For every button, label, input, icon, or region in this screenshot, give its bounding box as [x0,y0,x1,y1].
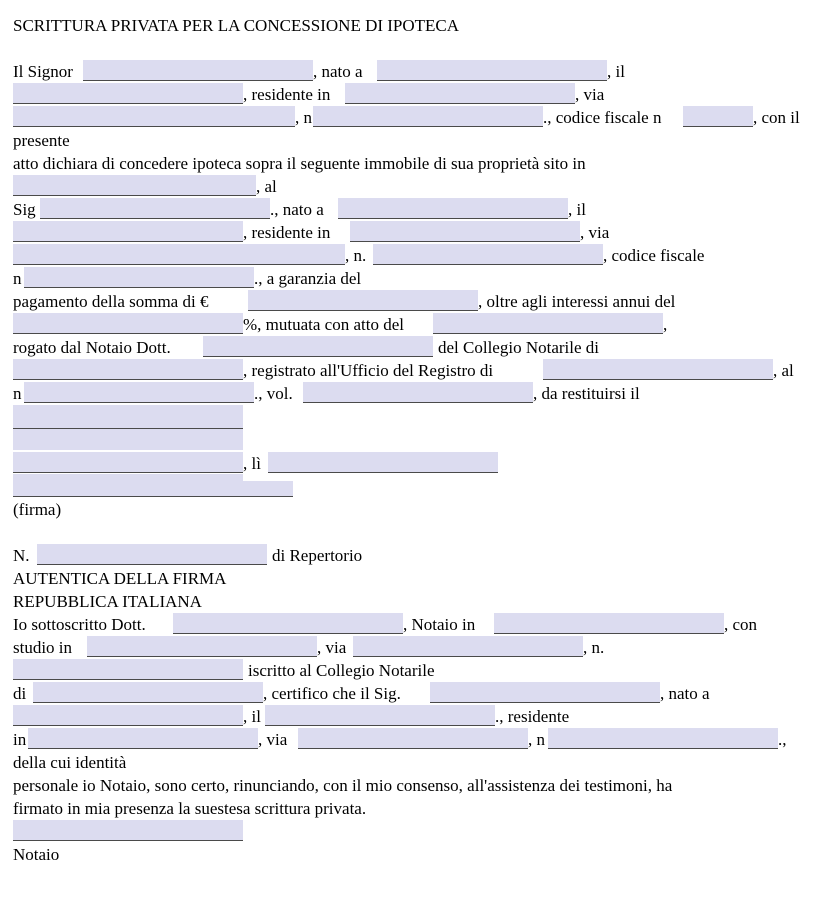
label-il-signor: Il Signor [13,62,73,81]
label-personale: personale io Notaio, sono certo, rinunciando, con il mio consenso, all'assistenza dei testimoni, ha [13,776,673,795]
label-registrato: , registrato all'Ufficio del Registro di [243,361,494,380]
label-comma-end-auth: ., [778,730,787,749]
label-notaio: Notaio [13,845,60,864]
field-repayment-date-extension [13,429,243,450]
label-al-2: , al [773,361,794,380]
label-via: , via [575,85,605,104]
label-in: in [13,730,27,749]
field-creditor-street-number[interactable] [373,244,603,265]
field-deed-date[interactable] [433,313,663,334]
label-sig: Sig [13,200,36,219]
field-place[interactable] [13,452,243,473]
label-n-dot-auth: , n. [583,638,605,657]
label-n: , n [295,108,312,127]
label-il-2: , il [568,200,586,219]
field-birth-date[interactable] [13,83,243,104]
field-studio-city[interactable] [87,636,317,657]
field-signer-birthplace[interactable] [13,705,243,726]
label-di: di [13,684,27,703]
label-n-auth: , n [528,730,545,749]
field-auth-notary-city[interactable] [494,613,724,634]
label-residente-auth: ., residente [495,707,570,726]
field-creditor-tax-code[interactable] [24,267,254,288]
document-title: SCRITTURA PRIVATA PER LA CONCESSIONE DI IPOTECA [13,16,460,35]
field-repayment-date[interactable] [13,405,243,429]
label-firma: (firma) [13,500,62,519]
label-certifico: , certifico che il Sig. [263,684,401,703]
label-n-dot: N. [13,546,30,565]
label-nato-a-auth: , nato a [660,684,710,703]
field-signer-street[interactable] [298,728,528,749]
field-signer-residence[interactable] [28,728,258,749]
field-auth-notary-name[interactable] [173,613,403,634]
field-repertorio-number[interactable] [37,544,267,565]
field-creditor-residence[interactable] [350,221,580,242]
label-studio-in: studio in [13,638,73,657]
field-signor-name[interactable] [83,60,313,81]
label-residente-in-2: , residente in [243,223,331,242]
label-oltre-interessi: , oltre agli interessi annui del [478,292,676,311]
label-residente-in: , residente in [243,85,331,104]
label-a-garanzia: ., a garanzia del [254,269,362,288]
label-li: , lì [243,454,261,473]
field-creditor-name[interactable] [40,198,270,219]
label-codice-fiscale-n: ., codice fiscale n [543,108,662,127]
label-al: , al [256,177,277,196]
label-iscritto: iscritto al Collegio Notarile [248,661,435,680]
label-nato-a-2: ., nato a [270,200,324,219]
label-rogato: rogato dal Notaio Dott. [13,338,171,357]
field-property-location[interactable] [13,175,256,196]
label-via-2: , via [580,223,610,242]
field-creditor-birthplace[interactable] [338,198,568,219]
field-street-number[interactable] [313,106,543,127]
label-notaio-in: , Notaio in [403,615,476,634]
label-della-cui: della cui identità [13,753,127,772]
label-pagamento: pagamento della somma di € [13,292,209,311]
label-comma: , [663,315,668,334]
label-mutuata: %, mutuata con atto del [243,315,404,334]
field-notary-name[interactable] [203,336,433,357]
label-con: , con [724,615,758,634]
field-registration-number[interactable] [24,382,254,403]
label-firmato: firmato in mia presenza la suestesa scrittura privata. [13,799,367,818]
field-volume[interactable] [303,382,533,403]
label-di-repertorio: di Repertorio [272,546,363,565]
field-registry-office[interactable] [543,359,773,380]
field-amount[interactable] [248,290,478,311]
field-residence-city[interactable] [345,83,575,104]
field-date[interactable] [268,452,498,473]
label-n-prefix: n [13,269,22,288]
field-signer-name[interactable] [430,682,660,703]
field-creditor-birth-date[interactable] [13,221,243,242]
field-birthplace[interactable] [377,60,607,81]
label-da-restituirsi: , da restituirsi il [533,384,640,403]
label-io-sottoscritto: Io sottoscritto Dott. [13,615,146,634]
label-via-auth: , via [317,638,347,657]
field-signer-birth-date[interactable] [265,705,495,726]
label-il: , il [607,62,625,81]
label-del-collegio: del Collegio Notarile di [438,338,599,357]
label-nato-a: , nato a [313,62,363,81]
field-tax-code[interactable] [683,106,753,127]
field-street[interactable] [13,106,295,127]
field-studio-number[interactable] [13,659,243,680]
field-notary-signature[interactable] [13,820,243,841]
label-il-auth: , il [243,707,261,726]
field-notary-college[interactable] [13,359,243,380]
label-presente: presente [13,131,70,150]
heading-autentica: AUTENTICA DELLA FIRMA [13,569,227,588]
label-con-il: , con il [753,108,800,127]
field-creditor-street[interactable] [13,244,345,265]
label-vol: ., vol. [254,384,293,403]
field-interest-rate[interactable] [13,313,243,334]
field-signer-street-number[interactable] [548,728,778,749]
label-atto-dichiara: atto dichiara di concedere ipoteca sopra il seguente immobile di sua proprietà sito in [13,154,586,173]
label-n-dot: , n. [345,246,367,265]
label-n-prefix-2: n [13,384,22,403]
field-studio-street[interactable] [353,636,583,657]
label-codice-fiscale: , codice fiscale [603,246,705,265]
label-via2-auth: , via [258,730,288,749]
field-signature[interactable] [13,481,293,497]
field-college-city[interactable] [33,682,263,703]
heading-repubblica: REPUBBLICA ITALIANA [13,592,202,611]
